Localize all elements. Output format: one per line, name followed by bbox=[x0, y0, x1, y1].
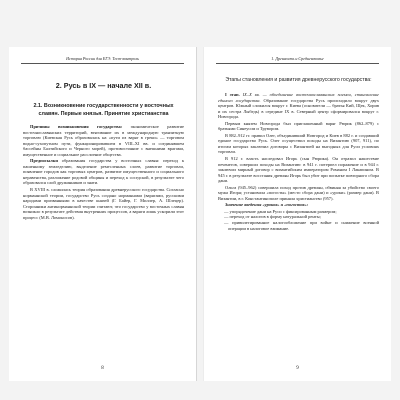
paragraph-preconditions-lead: Предпосылки bbox=[30, 158, 58, 164]
right-page bbox=[203, 47, 391, 381]
chapter-title: 2. Русь в IX — начале XII в. bbox=[55, 81, 152, 90]
paragraph-rurik: Первым князем Новгорода был приглашенный варяг Рюрик (862–879) с братьями Синеусом и Трувором. bbox=[218, 120, 379, 132]
list-item: — переход от налогов в форму натуральной ренты; bbox=[218, 214, 379, 220]
list-heading-text: Значение введения «уроков» и «погостов»: bbox=[225, 202, 309, 208]
stage-one-lead: I этап. bbox=[225, 92, 240, 97]
stages-subheading: Этапы становления и развития древнерусского государства: bbox=[225, 77, 372, 83]
stage-one-italic: IX–X вв. — объединение восточнославянских племен, становление единого государства. bbox=[218, 92, 379, 103]
paragraph-causes-text: экономическое развитие восточнославянских территорий, втягивание их в международную транзитную торговлю (Киевская Русь образовалась на «пути из варяг в греки» — торговом водно-сухопутном пути, функционировавшем в VIII–XI вв. и соединявшем бассейны Балтийского и Черного морей), противостояние с внешними врагами, имущественное и социальное расслоение общества. bbox=[23, 124, 184, 157]
paragraph-causes bbox=[23, 124, 184, 157]
left-page-content bbox=[23, 71, 184, 221]
stage-one-text: Образование государства Русь происходило вокруг двух центров. Южный сложился вокруг г. Киева (основатели — братья Кий, Щек, Хорив и их сестра Лыбедь) в середине IX в. Северный центр сформировался вокруг г. Новгорода. bbox=[218, 97, 379, 120]
left-page bbox=[9, 47, 197, 381]
significance-list bbox=[218, 209, 379, 231]
list-item: — привилегированное налогообложение при войне и снижение военной операции в налоговое взимание. bbox=[218, 220, 379, 231]
list-heading bbox=[218, 202, 379, 208]
paragraph-stage-one bbox=[218, 92, 379, 120]
right-page-content bbox=[218, 71, 379, 231]
page-number-left: 8 bbox=[101, 366, 104, 371]
list-item: — упорядочение дани на Руси с фиксированным размером; bbox=[218, 209, 379, 215]
paragraph-preconditions bbox=[23, 158, 184, 186]
running-head-left: История России для ЕГЭ. Тест-контроль bbox=[21, 56, 184, 64]
paragraph-theories: В XVIII в. сложилась теория образования древнерусского государства. Согласно норманнской теории, государство Русь создано норманнами (варягами, русскими народами призванными в качестве князей (Г. Байер, Г. Миллер, А. Шлецер). Сторонники антинорманнской теории считают, что государство у восточных славян возникло в результате действия внутренних процессов, а варяги лишь ускорили этот процесс (М.В. Ломоносов). bbox=[23, 187, 184, 220]
paragraph-oleg: В 882–912 гг. правил Олег, объединивший Новгород и Киев в 882 г. и создавший единое государство Русь. Олег осуществил походы на Византию (907, 911), по итогам которых заключил договоры с Византией на выгодных для Руси условиях торговли. bbox=[218, 132, 379, 155]
paragraph-igor: В 912 г. власть наследовал Игорь (сын Рюрика). Он отразил нашествие печенегов, совершил походы на Византию: в 941 г. потерпел поражение и в 944 г. заключил мирный договор с византийским императором Романом I Лакапином. В 945 г. в результате восстания древлян Игорь был убит при попытке повторного сбора дани. bbox=[218, 156, 379, 184]
page-number-right: 9 bbox=[296, 366, 299, 371]
section-heading: 2.1. Возникновение государственности у восточных славян. Первые князья. Принятие христианства bbox=[33, 103, 174, 117]
paragraph-causes-lead: Причины возникновения государства: bbox=[30, 124, 123, 129]
paragraph-preconditions-text: образования государства у восточных славян: переход к пашенному земледелию, выделение ремесленных слоев, развитие торговли, появление городов как торговых центров, развитие имущественного и социального неравенства, разложение родовой общины и переход к соседской, в результате чего образовался слой дружинников и знати. bbox=[23, 158, 184, 186]
paragraph-olga: Ольга (945–962) совершила поход против древлян, обвиняя за убийство своего мужа Игоря; установила «погосты» (место сбора дани) и «уроки» (размер дани). В Византии, в г. Константинополе приняла христианство (957). bbox=[218, 184, 379, 201]
running-head-right: 1. Древность и Средневековье bbox=[216, 56, 379, 64]
